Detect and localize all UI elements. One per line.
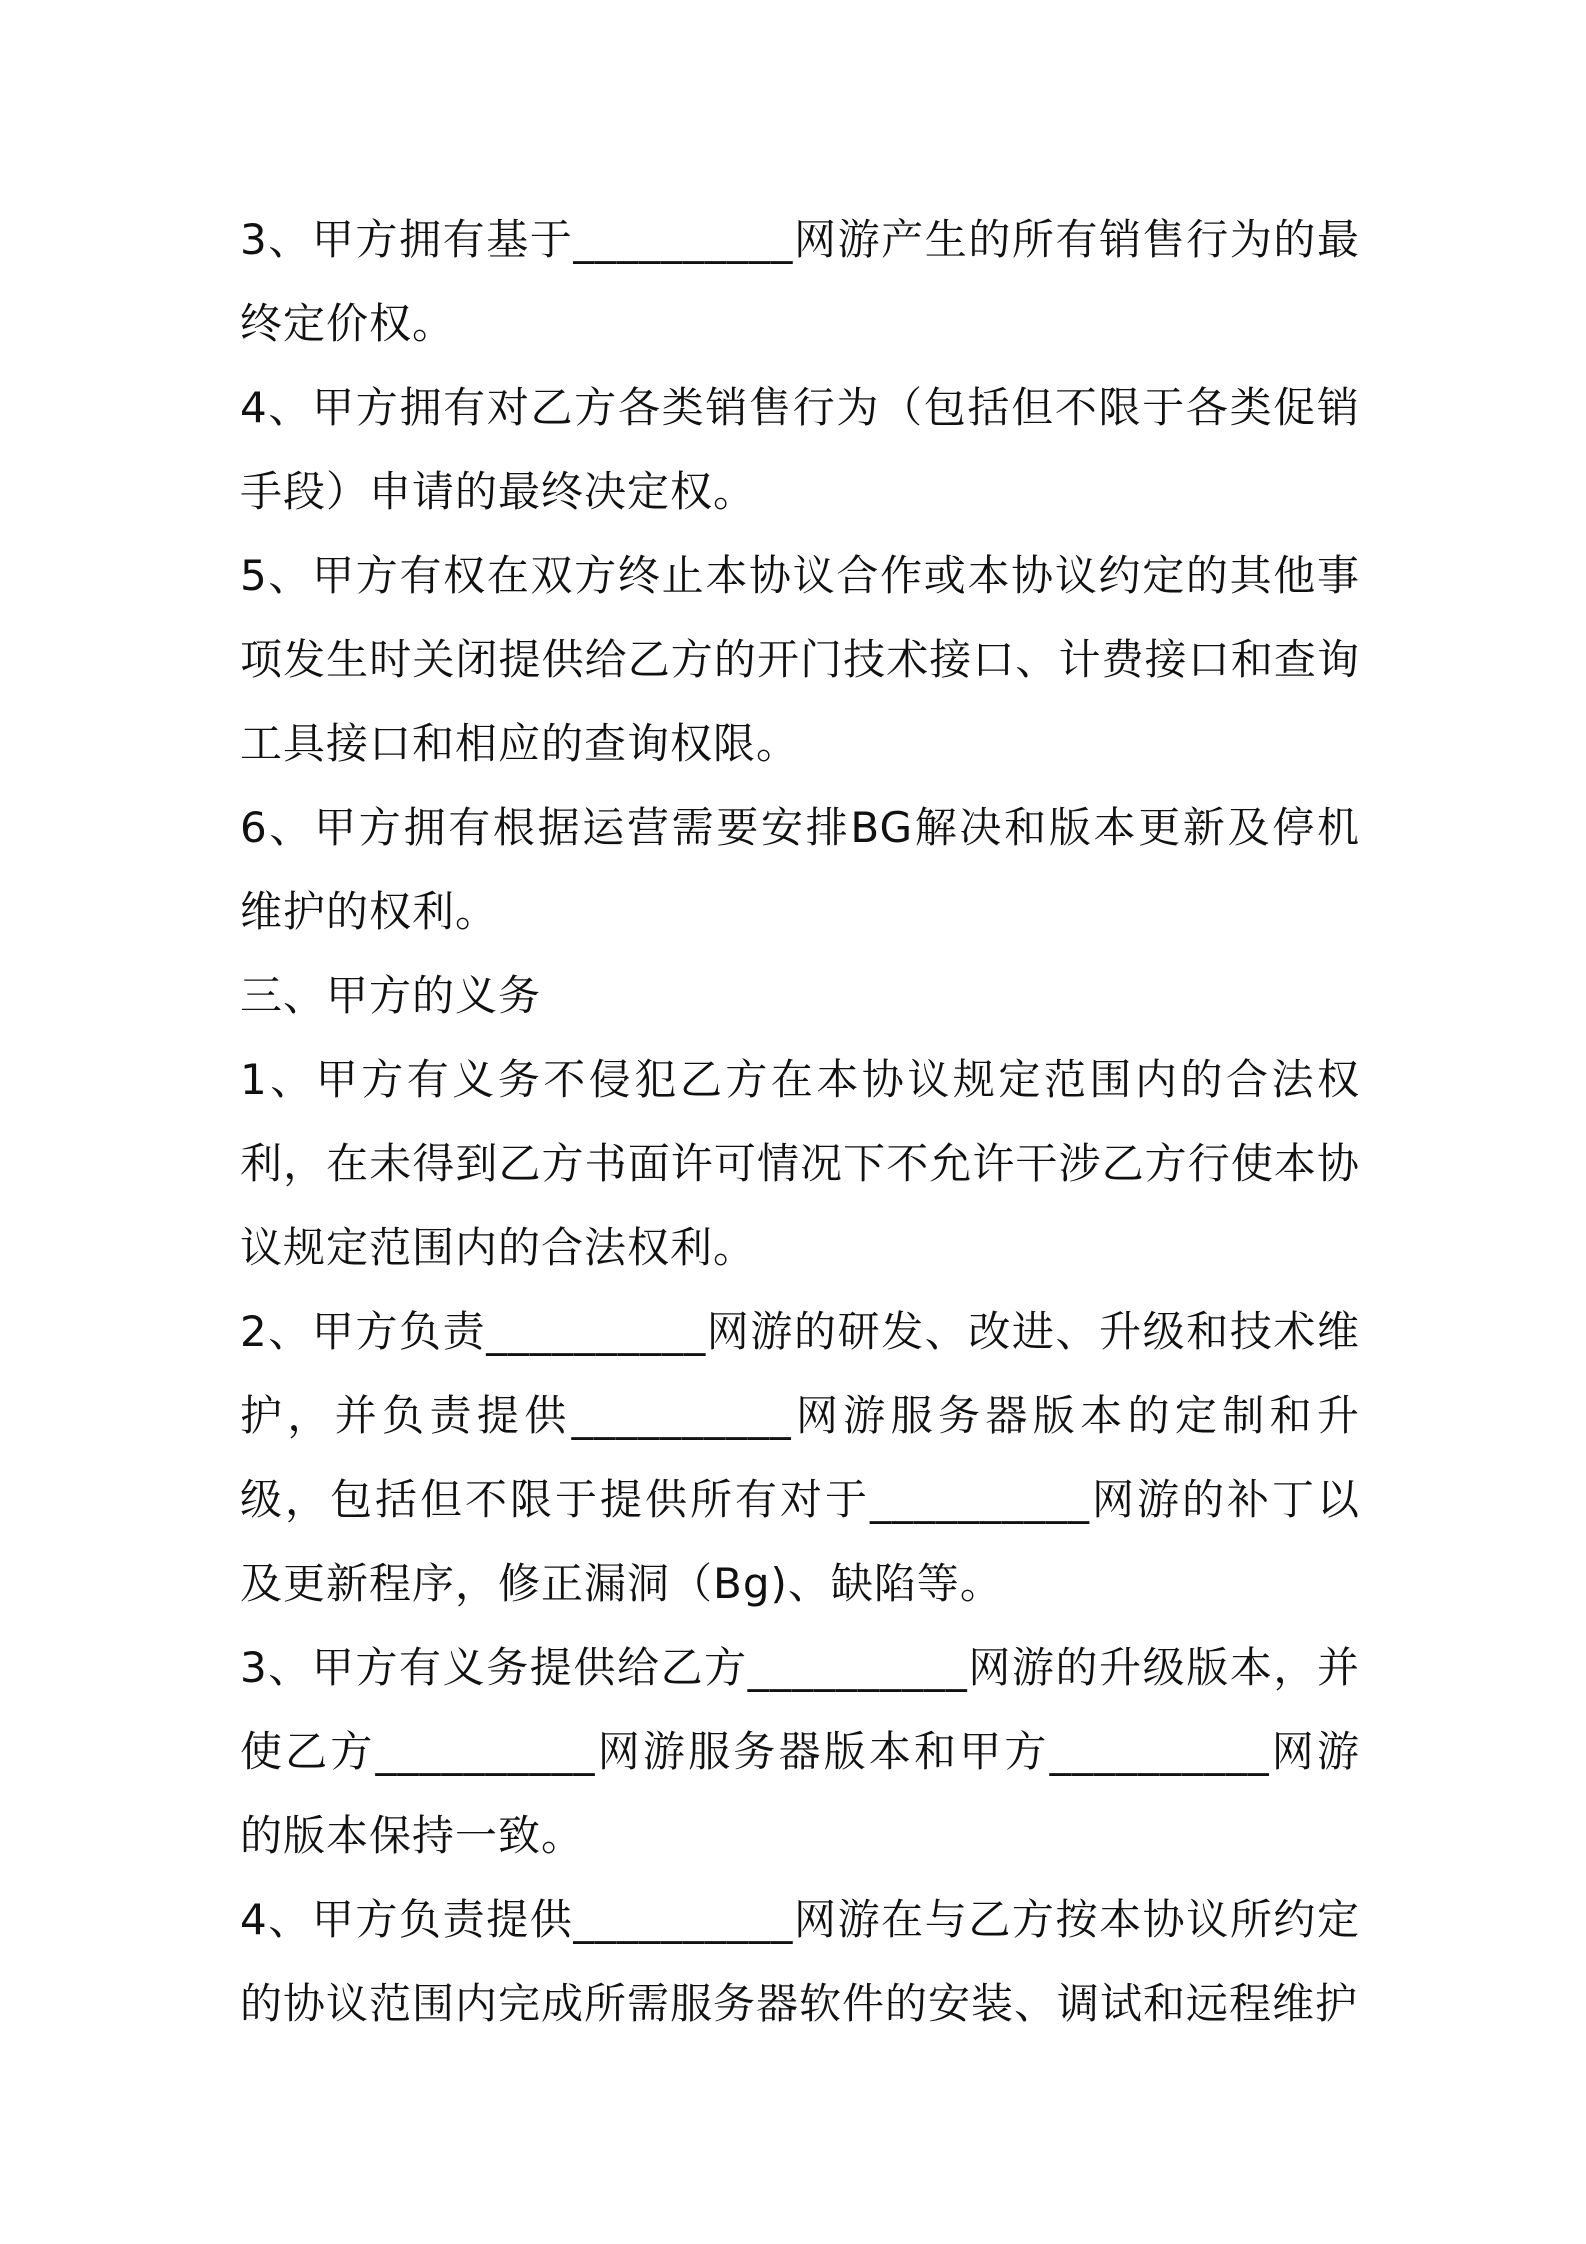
obligation-4-server-install: 4、甲方负责提供__________网游在与乙方按本协议所约定的协议范围内完成所需服务器软件的安装、调试和远程维护 xyxy=(240,1895,1360,2028)
document-body xyxy=(240,198,1360,2046)
clause-3-pricing-right: 3、甲方拥有基于__________网游产生的所有销售行为的最终定价权。 xyxy=(240,215,1360,348)
clause-4-decision-right: 4、甲方拥有对乙方各类销售行为（包括但不限于各类促销手段）申请的最终决定权。 xyxy=(240,383,1360,516)
clause-5-close-interfaces: 5、甲方有权在双方终止本协议合作或本协议约定的其他事项发生时关闭提供给乙方的开门技术接口、计费接口和查询工具接口和相应的查询权限。 xyxy=(240,551,1360,768)
clause-6-maintenance-right: 6、甲方拥有根据运营需要安排BG解决和版本更新及停机维护的权利。 xyxy=(240,803,1360,936)
section-heading-party-a-obligations: 三、甲方的义务 xyxy=(240,971,542,1020)
obligation-3-upgrade-version: 3、甲方有义务提供给乙方__________网游的升级版本，并使乙方__________网游服务器版本和甲方__________网游的版本保持一致。 xyxy=(240,1643,1360,1860)
obligation-2-development: 2、甲方负责__________网游的研发、改进、升级和技术维护，并负责提供__________网游服务器版本的定制和升级，包括但不限于提供所有对于__________网游的补丁以及更新程序，修正漏洞（Bg)、缺陷等。 xyxy=(240,1307,1360,1608)
obligation-1-no-infringement: 1、甲方有义务不侵犯乙方在本协议规定范围内的合法权利，在未得到乙方书面许可情况下不允许干涉乙方行使本协议规定范围内的合法权利。 xyxy=(240,1055,1360,1272)
